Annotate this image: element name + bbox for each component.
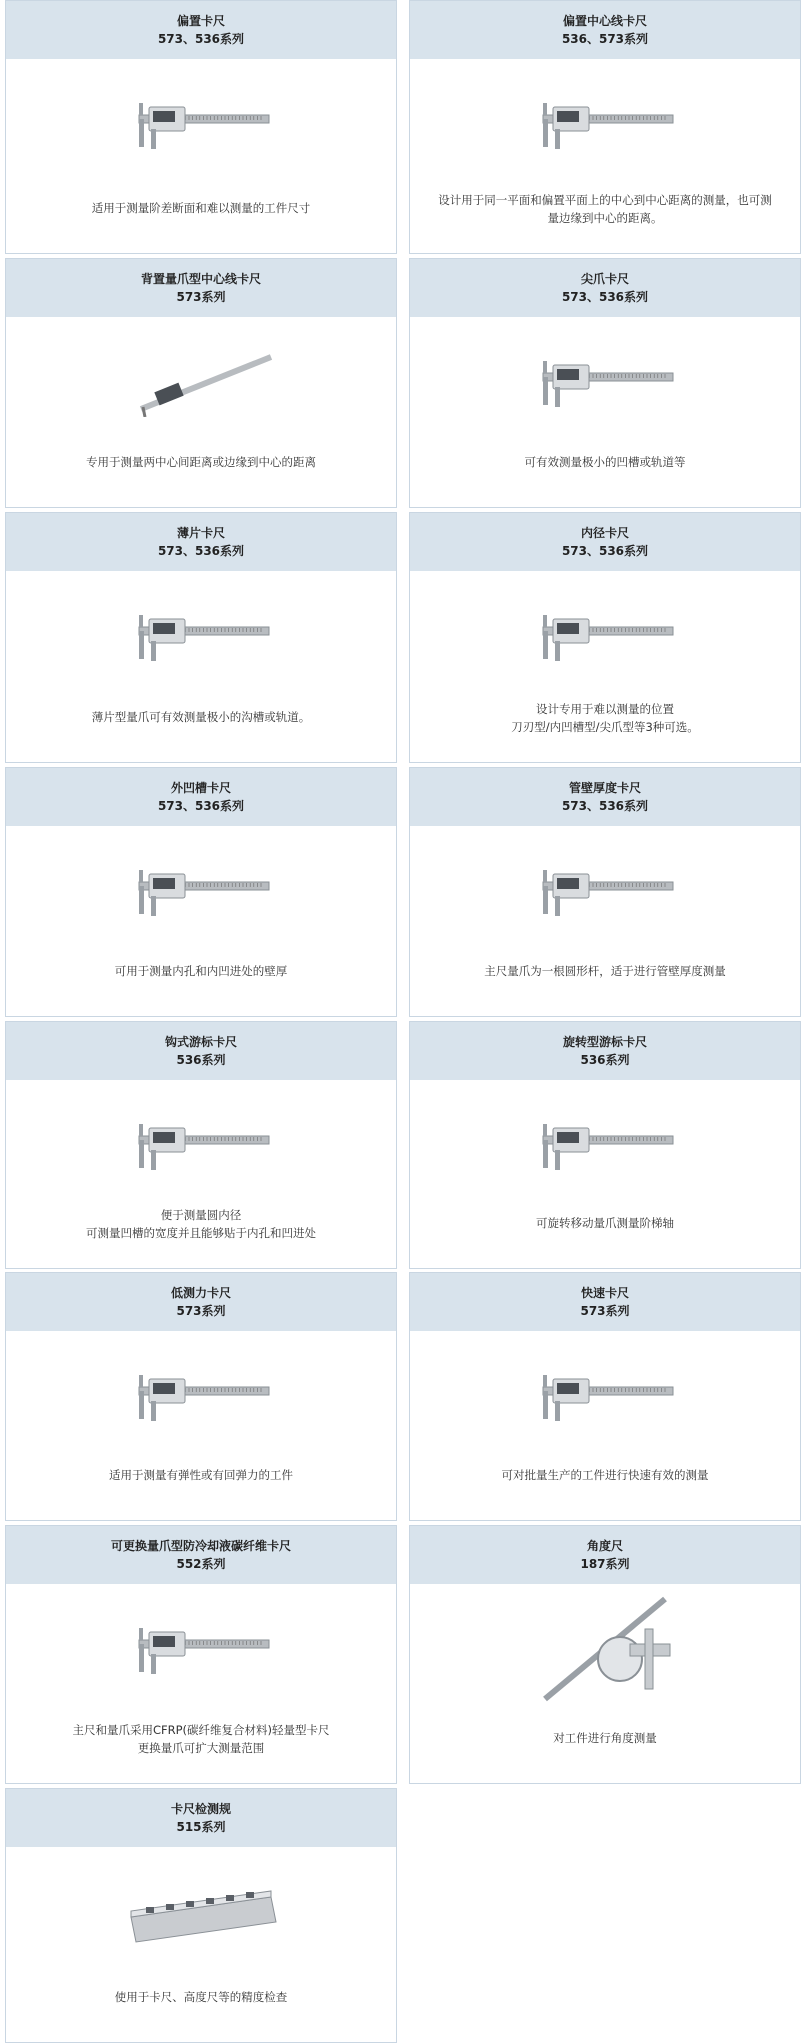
protractor-icon xyxy=(525,1589,685,1709)
product-card[interactable] xyxy=(5,258,397,508)
product-name[interactable]: 角度尺 xyxy=(586,1539,623,1553)
product-description xyxy=(430,191,780,227)
product-card[interactable] xyxy=(5,1788,397,2043)
product-series: 573、536系列 xyxy=(157,32,245,46)
product-series: 573系列 xyxy=(580,1304,630,1318)
product-image[interactable] xyxy=(6,571,396,701)
description-line: 对工件进行角度测量 xyxy=(553,1731,657,1745)
caliper-icon xyxy=(121,347,281,417)
product-card[interactable] xyxy=(409,1272,801,1521)
product-name[interactable]: 偏置中心线卡尺 xyxy=(562,14,647,28)
product-series: 536系列 xyxy=(580,1053,630,1067)
product-image[interactable] xyxy=(410,317,800,447)
product-series: 573系列 xyxy=(176,1304,226,1318)
description-line: 使用于卡尺、高度尺等的精度检查 xyxy=(114,1990,288,2004)
product-name[interactable]: 旋转型游标卡尺 xyxy=(562,1035,647,1049)
product-series: 573、536系列 xyxy=(561,290,649,304)
product-card[interactable] xyxy=(5,1021,397,1269)
product-series: 573、536系列 xyxy=(561,799,649,813)
product-image[interactable] xyxy=(410,1584,800,1714)
product-image[interactable] xyxy=(6,317,396,447)
product-image[interactable] xyxy=(6,826,396,956)
product-card[interactable] xyxy=(409,258,801,508)
product-card[interactable] xyxy=(409,1021,801,1269)
description-line: 适用于测量有弹性或有回弹力的工件 xyxy=(109,1468,293,1482)
product-description xyxy=(26,1206,376,1242)
product-description xyxy=(26,708,376,726)
caliper-icon xyxy=(525,1110,685,1180)
description-line: 设计用于同一平面和偏置平面上的中心到中心距离的测量，也可测 xyxy=(438,193,772,207)
product-name[interactable]: 低测力卡尺 xyxy=(170,1286,231,1300)
product-card[interactable] xyxy=(5,1525,397,1784)
product-header xyxy=(410,1,800,59)
product-description xyxy=(430,1214,780,1232)
description-line: 刀刃型/内凹槽型/尖爪型等3种可选。 xyxy=(511,720,699,734)
product-header xyxy=(410,768,800,826)
product-header xyxy=(6,1789,396,1847)
product-header xyxy=(6,1526,396,1584)
product-series: 536、573系列 xyxy=(561,32,649,46)
description-line: 便于测量圆内径 xyxy=(160,1208,242,1222)
product-card[interactable] xyxy=(409,512,801,763)
product-description xyxy=(26,1721,376,1757)
product-image[interactable] xyxy=(6,1847,396,1977)
product-name[interactable]: 尖爪卡尺 xyxy=(580,272,629,286)
product-description xyxy=(26,453,376,471)
product-image[interactable] xyxy=(410,1080,800,1210)
caliper-icon xyxy=(525,601,685,671)
product-name[interactable]: 背置量爪型中心线卡尺 xyxy=(140,272,261,286)
caliper-icon xyxy=(121,89,281,159)
product-name[interactable]: 钩式游标卡尺 xyxy=(164,1035,237,1049)
product-series: 573、536系列 xyxy=(157,544,245,558)
product-name[interactable]: 薄片卡尺 xyxy=(176,526,225,540)
description-line: 可有效测量极小的凹槽或轨道等 xyxy=(524,455,686,469)
description-line: 主尺量爪为一根圆形杆，适于进行管壁厚度测量 xyxy=(484,964,726,978)
product-description xyxy=(26,1988,376,2006)
product-description xyxy=(26,199,376,217)
product-card[interactable] xyxy=(5,1272,397,1521)
product-header xyxy=(410,513,800,571)
product-card[interactable] xyxy=(5,512,397,763)
product-name[interactable]: 内径卡尺 xyxy=(580,526,629,540)
product-header xyxy=(6,1273,396,1331)
caliper-icon xyxy=(525,1361,685,1431)
description-line: 量边缘到中心的距离。 xyxy=(547,211,663,225)
product-series: 536系列 xyxy=(176,1053,226,1067)
product-description xyxy=(26,962,376,980)
product-name[interactable]: 管壁厚度卡尺 xyxy=(568,781,641,795)
description-line: 可用于测量内孔和内凹进处的壁厚 xyxy=(114,964,288,978)
caliper-icon xyxy=(121,601,281,671)
description-line: 适用于测量阶差断面和难以测量的工件尺寸 xyxy=(91,201,311,215)
product-description xyxy=(430,1466,780,1484)
caliper-icon xyxy=(121,856,281,926)
product-series: 515系列 xyxy=(176,1820,226,1834)
product-header xyxy=(6,513,396,571)
product-image[interactable] xyxy=(6,1080,396,1210)
product-header xyxy=(410,1022,800,1080)
product-card[interactable] xyxy=(409,0,801,254)
product-image[interactable] xyxy=(6,59,396,189)
caliper-icon xyxy=(121,1110,281,1180)
product-name[interactable]: 可更换量爪型防冷却液碳纤维卡尺 xyxy=(110,1539,291,1553)
product-image[interactable] xyxy=(410,826,800,956)
caliper-icon xyxy=(525,89,685,159)
product-image[interactable] xyxy=(410,571,800,701)
description-line: 设计专用于难以测量的位置 xyxy=(536,702,674,716)
product-header xyxy=(6,768,396,826)
product-image[interactable] xyxy=(410,59,800,189)
description-line: 主尺和量爪采用CFRP(碳纤维复合材料)轻量型卡尺 xyxy=(72,1723,330,1737)
product-name[interactable]: 外凹槽卡尺 xyxy=(170,781,231,795)
product-name[interactable]: 卡尺检测规 xyxy=(170,1802,231,1816)
caliper-icon xyxy=(121,1361,281,1431)
product-description xyxy=(430,700,780,736)
caliper-checker-icon xyxy=(121,1877,281,1947)
product-description xyxy=(26,1466,376,1484)
product-image[interactable] xyxy=(6,1584,396,1714)
product-name[interactable]: 快速卡尺 xyxy=(580,1286,629,1300)
product-description xyxy=(430,453,780,471)
caliper-icon xyxy=(121,1614,281,1684)
product-series: 573、536系列 xyxy=(157,799,245,813)
description-line: 可旋转移动量爪测量阶梯轴 xyxy=(536,1216,674,1230)
product-header xyxy=(6,1,396,59)
product-header xyxy=(410,259,800,317)
description-line: 可测量凹槽的宽度并且能够贴于内孔和凹进处 xyxy=(86,1226,316,1240)
product-card[interactable] xyxy=(5,767,397,1017)
product-series: 573系列 xyxy=(176,290,226,304)
product-series: 187系列 xyxy=(580,1557,630,1571)
description-line: 可对批量生产的工件进行快速有效的测量 xyxy=(501,1468,709,1482)
product-header xyxy=(6,1022,396,1080)
product-header xyxy=(410,1273,800,1331)
product-series: 552系列 xyxy=(176,1557,226,1571)
product-header xyxy=(6,259,396,317)
product-series: 573、536系列 xyxy=(561,544,649,558)
description-line: 更换量爪可扩大测量范围 xyxy=(137,1741,265,1755)
product-card[interactable] xyxy=(409,1525,801,1784)
product-description xyxy=(430,1729,780,1747)
caliper-icon xyxy=(525,347,685,417)
product-image[interactable] xyxy=(6,1331,396,1461)
description-line: 专用于测量两中心间距离或边缘到中心的距离 xyxy=(86,455,316,469)
caliper-icon xyxy=(525,856,685,926)
product-name[interactable]: 偏置卡尺 xyxy=(176,14,225,28)
product-description xyxy=(430,962,780,980)
product-card[interactable] xyxy=(409,767,801,1017)
product-header xyxy=(410,1526,800,1584)
product-card[interactable] xyxy=(5,0,397,254)
product-image[interactable] xyxy=(410,1331,800,1461)
description-line: 薄片型量爪可有效测量极小的沟槽或轨道。 xyxy=(91,710,311,724)
